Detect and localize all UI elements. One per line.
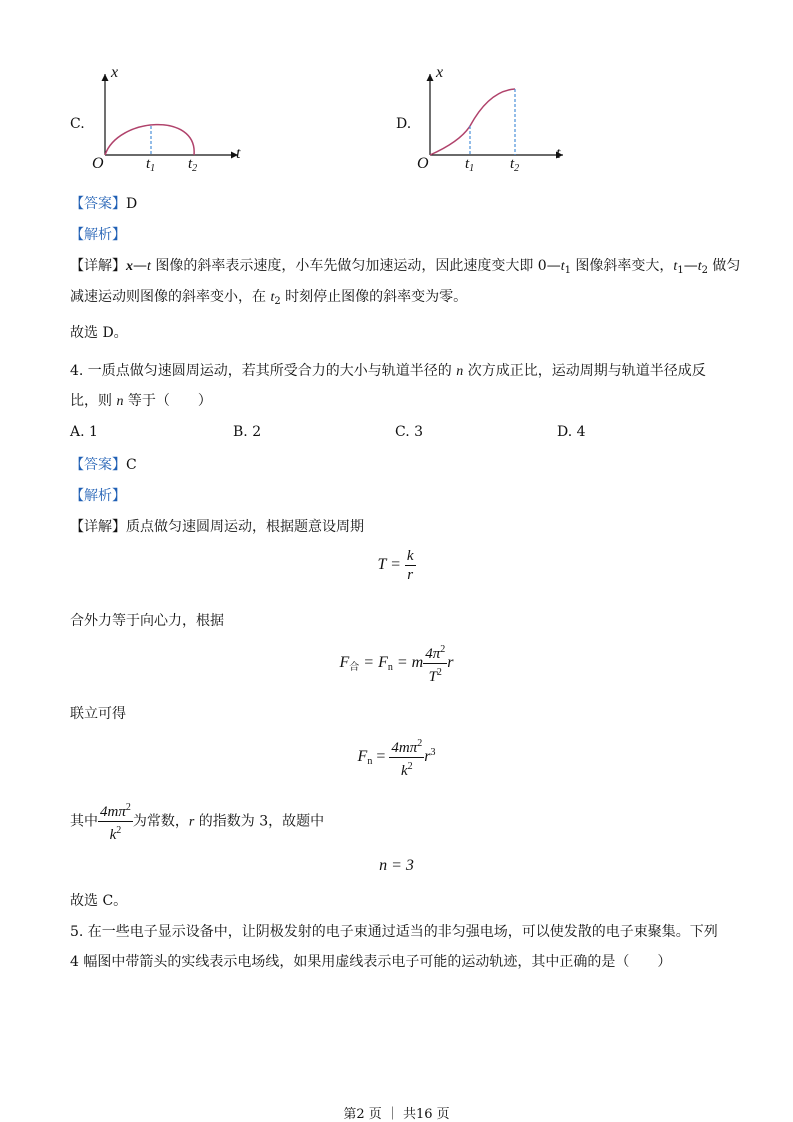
q3-detail-line2: 减速运动则图像的斜率变小，在 $t_2$ 时刻停止图像的斜率变为零。 bbox=[70, 289, 468, 307]
page-footer: 第2 页 ｜ 共16 页 bbox=[343, 1107, 450, 1122]
q5-stem-line2: 4 幅图中带箭头的实线表示电场线，如果用虚线表示电子可能的运动轨迹，其中正确的是（ ） bbox=[70, 954, 672, 970]
option-c-label: C. bbox=[70, 116, 85, 132]
q4-analysis-tag: 【解析】 bbox=[70, 488, 126, 504]
t2-label: $t_2$ bbox=[510, 156, 520, 174]
q3-analysis-tag: 【解析】 bbox=[70, 227, 126, 243]
q4-option-a: A. 1 bbox=[70, 424, 98, 440]
q3-answer: 【答案】D bbox=[70, 196, 138, 212]
answer-tag: 【答案】 bbox=[70, 196, 126, 212]
q3-detail-line1: 【详解】x—t 图像的斜率表示速度，小车先做匀加速运动，因此速度变大即 $0—t_1$ 图像斜率变大，$t_1—t_2$ 做匀 bbox=[70, 258, 741, 276]
t1-label: $t_1$ bbox=[465, 156, 475, 174]
equation-period: T = $\frac{k}{r}$ bbox=[377, 548, 414, 583]
y-axis-label: x bbox=[436, 64, 444, 81]
q4-option-d: D. 4 bbox=[557, 424, 586, 440]
x-axis-label: t bbox=[556, 145, 561, 162]
equation-result: $F_n$ = $\frac{4m\pi^2}{k^2}$ $r^3$ bbox=[357, 738, 436, 779]
t1-label: $t_1$ bbox=[146, 156, 156, 174]
q5-stem-line1: 5. 在一些电子显示设备中，让阴极发射的电子束通过适当的非匀强电场，可以使发散的电子束聚集。下列 bbox=[70, 924, 718, 940]
equation-centripetal: $F_合 = F_n = m$ $\frac{4\pi^2}{T^2}$ r bbox=[339, 644, 454, 685]
answer-tag: 【答案】 bbox=[70, 457, 126, 473]
q4-text3: 联立可得 bbox=[70, 706, 126, 722]
origin-label: O bbox=[417, 155, 429, 172]
q4-stem-line1: 4. 一质点做匀速圆周运动，若其所受合力的大小与轨道半径的 n 次方成正比，运动周期与轨道半径成反 bbox=[70, 363, 706, 379]
y-axis-label: x bbox=[111, 64, 119, 81]
option-d-label: D. bbox=[396, 116, 412, 132]
origin-label: O bbox=[92, 155, 104, 172]
q4-text4: 其中 $\frac{4m\pi^2}{k^2}$ 为常数，r 的指数为 3，故题中 bbox=[70, 802, 325, 843]
curve-c bbox=[105, 125, 194, 155]
q4-option-c: C. 3 bbox=[395, 424, 424, 440]
t2-label: $t_2$ bbox=[188, 156, 198, 174]
equation-n: n = 3 bbox=[379, 857, 414, 874]
q4-text2: 合外力等于向心力，根据 bbox=[70, 613, 224, 629]
x-axis-label: t bbox=[236, 145, 241, 162]
q3-conclusion: 故选 D。 bbox=[70, 325, 128, 341]
q4-conclusion: 故选 C。 bbox=[70, 893, 128, 909]
q4-answer: 【答案】C bbox=[70, 457, 137, 473]
q4-option-b: B. 2 bbox=[233, 424, 262, 440]
q4-detail-line: 【详解】质点做匀速圆周运动，根据题意设周期 bbox=[70, 519, 364, 535]
q4-stem-line2: 比，则 n 等于（ ） bbox=[70, 393, 212, 409]
curve-d bbox=[430, 89, 515, 155]
